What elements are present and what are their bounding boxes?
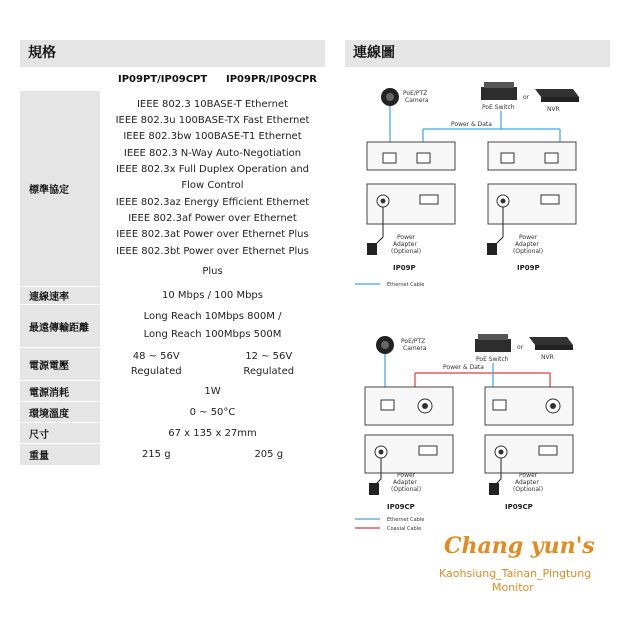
label-size: 尺寸 [20, 423, 100, 443]
logo-subtitle-2: Monitor [492, 581, 534, 594]
label-power: 電源消耗 [20, 381, 100, 401]
nvr-icon [529, 337, 573, 345]
row-weight [20, 444, 325, 465]
legend-ethernet: Ethernet Cable [387, 517, 425, 523]
device-right-label: IP09P [517, 264, 540, 272]
nvr-label: NVR [547, 106, 560, 113]
value-speed: 10 Mbps / 100 Mbps [162, 290, 263, 301]
protocol-line: IEEE 802.3bw 100BASE-T1 Ethernet [123, 131, 302, 143]
voltage-tx: 48 ~ 56V [132, 351, 180, 362]
diagram-ip09p [355, 82, 579, 288]
label-protocol: 標準協定 [20, 91, 100, 286]
protocol-line: IEEE 802.3x Full Duplex Operation and [115, 164, 310, 176]
nvr-label: NVR [541, 354, 554, 361]
row-speed [20, 287, 325, 304]
model-header-row [20, 67, 325, 91]
switch-label: PoE Switch [476, 356, 509, 363]
rj45-port [493, 400, 506, 410]
rj45-port [501, 153, 514, 163]
protocol-list [116, 97, 310, 280]
or-label: or [517, 344, 524, 351]
row-size [20, 423, 325, 443]
protocol-line: IEEE 802.3at Power over Ethernet Plus [116, 229, 309, 241]
adapter-label: Power Adapter (Optional) [391, 234, 422, 255]
device-left-label: IP09CP [387, 503, 415, 511]
distance-line: Long Reach 10Mbps 800M / [143, 311, 282, 322]
protocol-line: IEEE 802.3az Energy Efficient Ethernet [115, 196, 310, 208]
spec-title: 規格 [20, 40, 325, 67]
device-left-front [365, 387, 453, 425]
protocol-line: Flow Control [181, 180, 244, 192]
rj45-port [381, 400, 394, 410]
label-speed: 連線速率 [20, 287, 100, 304]
camera-lens [386, 93, 394, 101]
adapter-label: Power Adapter (Optional) [513, 234, 544, 255]
rj45-port [383, 153, 396, 163]
weight-rx: 205 g [254, 449, 284, 460]
poe-switch-icon [475, 339, 511, 352]
device-right-label: IP09CP [505, 503, 533, 511]
camera-label-1: PoE/PTZ [401, 338, 426, 345]
legend-coax: Coaxial Cable [387, 526, 422, 532]
protocol-line: IEEE 802.3 N-Way Auto-Negotiation [123, 147, 302, 159]
diagram-ip09cp [355, 334, 573, 532]
camera-label-2: Camera [405, 97, 429, 104]
label-temp: 環境溫度 [20, 402, 100, 422]
row-temp [20, 402, 325, 422]
link-label: Power & Data [451, 121, 492, 128]
label-voltage: 電源電壓 [20, 348, 100, 380]
power-adapter-icon [369, 483, 379, 495]
voltage-tx-note: Regulated [130, 366, 182, 377]
row-power [20, 381, 325, 401]
dip-switch [541, 195, 559, 204]
model-rx: IP09PR/IP09CPR [226, 74, 317, 85]
value-size: 67 x 135 x 27mm [168, 427, 257, 439]
legend-ethernet: Ethernet Cable [387, 282, 425, 288]
voltage-rx: 12 ~ 56V [245, 351, 293, 362]
value-power: 1W [204, 385, 221, 397]
diagram-title: 連線圖 [345, 40, 610, 67]
brand-logo [430, 533, 610, 603]
protocol-line: IEEE 802.3 10BASE-T Ethernet [136, 98, 289, 110]
spec-table [20, 40, 325, 462]
weight-tx: 215 g [141, 449, 171, 460]
model-tx: IP09PT/IP09CPT [118, 74, 208, 85]
device-left-label: IP09P [393, 264, 416, 272]
camera-lens [381, 341, 389, 349]
protocol-line: IEEE 802.3af Power over Ethernet [128, 212, 297, 224]
logo-title: Chang yun's [444, 533, 595, 559]
connection-diagram [345, 40, 610, 532]
dip-switch [419, 446, 437, 455]
nvr-icon [535, 89, 579, 97]
label-distance: 最遠傳輸距離 [20, 305, 100, 347]
power-adapter-icon [487, 243, 497, 255]
link-label: Power & Data [443, 364, 484, 371]
protocol-line: Plus [202, 265, 223, 277]
distance-line: Long Reach 100Mbps 500M [143, 329, 282, 340]
camera-label-2: Camera [403, 345, 427, 352]
row-voltage [20, 348, 325, 380]
power-adapter-icon [489, 483, 499, 495]
dip-switch [420, 195, 438, 204]
value-temp: 0 ~ 50°C [189, 406, 236, 418]
protocol-line: IEEE 802.3bt Power over Ethernet Plus [116, 245, 309, 257]
voltage-rx-note: Regulated [243, 366, 295, 377]
label-weight: 重量 [20, 444, 100, 465]
adapter-label: Power Adapter (Optional) [391, 472, 422, 493]
power-adapter-icon [367, 243, 377, 255]
rj45-port [417, 153, 430, 163]
camera-label [403, 90, 429, 104]
switch-label: PoE Switch [482, 104, 515, 111]
logo-subtitle: Kaohsiung_Tainan_Pingtung [439, 567, 592, 580]
camera-label [401, 338, 427, 352]
dip-switch [539, 446, 557, 455]
protocol-line: IEEE 802.3u 100BASE-TX Fast Ethernet [115, 115, 310, 127]
row-protocol [20, 91, 325, 286]
or-label: or [523, 94, 530, 101]
poe-switch-icon [481, 87, 517, 100]
camera-label-1: PoE/PTZ [403, 90, 428, 97]
diagram-svg [345, 67, 610, 547]
adapter-label: Power Adapter (Optional) [513, 472, 544, 493]
rj45-port [545, 153, 558, 163]
row-distance [20, 305, 325, 347]
device-left-front [367, 142, 455, 170]
